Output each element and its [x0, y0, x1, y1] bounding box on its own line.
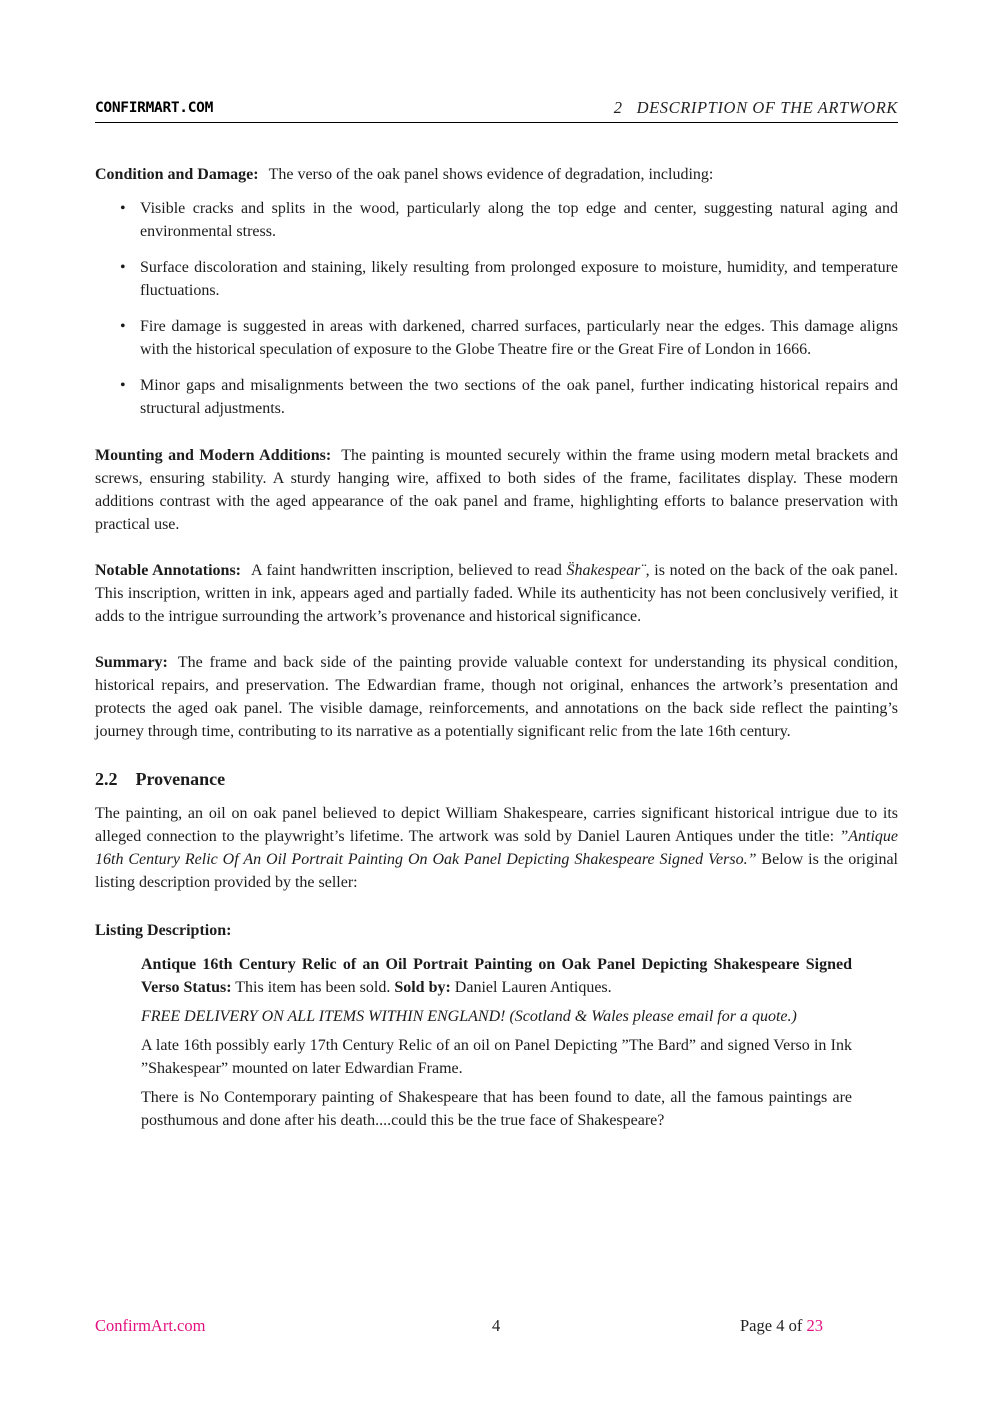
listing-title-quote: ”Antique 16th Century Relic Of An Oil Portrait Painting On Oak Panel Depicting Shakespeare Signed Verso.” — [95, 828, 898, 868]
section-title: DESCRIPTION OF THE ARTWORK — [636, 98, 898, 117]
condition-paragraph — [95, 163, 898, 186]
condition-intro: The verso of the oak panel shows evidence of degradation, including: — [268, 166, 714, 183]
footer-page-number: 4 — [492, 1316, 501, 1335]
mounting-text: The painting is mounted securely within the frame using modern metal brackets and screws, ensuring stability. A sturdy hanging wire, affixed to both sides of the frame, facilitates display. These modern additions contrast with the aged appearance of the oak panel and frame, highlighting efforts to balance preservation with practical use. — [95, 447, 899, 533]
condition-lead: Condition and Damage: — [95, 166, 259, 183]
brand-logo: CONFIRMART.COM — [95, 100, 214, 116]
running-title — [614, 98, 898, 118]
sold-by-label: Sold by: — [394, 979, 451, 996]
provenance-heading — [95, 767, 898, 791]
condition-list — [95, 197, 898, 420]
list-item: • Surface discoloration and staining, likely resulting from prolonged exposure to moisture, humidity, and temperature fluctuations. — [120, 259, 898, 299]
listing-status — [141, 953, 852, 999]
listing-title: Antique 16th Century Relic of an Oil Portrait Painting on Oak Panel Depicting Shakespeare Signed Verso Status: — [141, 956, 852, 996]
list-item: • Visible cracks and splits in the wood, particularly along the top edge and center, suggesting natural aging and environmental stress. — [120, 200, 898, 240]
listing-lead: Listing Description: — [95, 922, 232, 939]
list-item-text: Surface discoloration and staining, likely resulting from prolonged exposure to moisture, humidity, and temperature fluctuations. — [140, 259, 898, 299]
list-item: • Fire damage is suggested in areas with darkened, charred surfaces, particularly near the edges. This damage aligns with the historical speculation of exposure to the Globe Theatre fire or the Great Fire of London in 1666. — [120, 318, 898, 358]
mounting-paragraph — [95, 444, 898, 536]
provenance-text-cont: Below is the original listing description provided by the seller: — [95, 851, 898, 891]
inscription-text: S̈hakespear¨ — [566, 562, 646, 579]
document-body — [95, 163, 898, 1138]
listing-quote — [141, 953, 852, 1132]
list-item-text: Minor gaps and misalignments between the two sections of the oak panel, further indicating historical repairs and structural adjustments. — [140, 377, 898, 417]
total-pages-link[interactable]: 23 — [806, 1316, 823, 1335]
page-of-label: Page 4 of — [740, 1316, 807, 1335]
footer-page-of — [740, 1316, 823, 1336]
summary-lead: Summary: — [95, 654, 168, 671]
provenance-number: 2.2 — [95, 769, 118, 789]
provenance-title: Provenance — [135, 769, 226, 789]
annotations-lead: Notable Annotations: — [95, 562, 241, 579]
list-item: • Minor gaps and misalignments between the two sections of the oak panel, further indicating historical repairs and structural adjustments. — [120, 377, 898, 417]
footer-site-link[interactable]: ConfirmArt.com — [95, 1316, 206, 1335]
page-header — [95, 98, 898, 123]
summary-paragraph — [95, 651, 898, 743]
summary-text: The frame and back side of the painting provide valuable context for understanding its physical condition, historical repairs, and preservation. The Edwardian frame, though not original, enhances the artwork’s presentation and protects the aged oak panel. The visible damage, reinforcements, and annotations on the back side reflect the painting’s journey through time, contributing to its narrative as a potentially significant relic from the late 16th century. — [95, 654, 898, 740]
annotations-paragraph — [95, 559, 898, 628]
provenance-text: The painting, an oil on oak panel believed to depict William Shakespeare, carries significant historical intrigue due to its alleged connection to the playwright’s lifetime. The artwork was sold by Daniel Lauren Antiques under the title: — [95, 805, 898, 845]
sold-by-value: Daniel Lauren Antiques. — [450, 979, 612, 996]
listing-para-2: There is No Contemporary painting of Shakespeare that has been found to date, all the famous paintings are posthumous and done after his death....could this be the true face of Shakespeare? — [141, 1089, 852, 1129]
section-number: 2 — [613, 98, 623, 117]
delivery-note: FREE DELIVERY ON ALL ITEMS WITHIN ENGLAND! (Scotland & Wales please email for a quote.) — [141, 1008, 797, 1025]
list-item-text: Fire damage is suggested in areas with darkened, charred surfaces, particularly near the edges. This damage aligns with the historical speculation of exposure to the Globe Theatre fire or the Great Fire of London in 1666. — [140, 318, 898, 358]
annotations-text: A faint handwritten inscription, believed to read — [251, 562, 567, 579]
list-item-text: Visible cracks and splits in the wood, particularly along the top edge and center, suggesting natural aging and environmental stress. — [140, 200, 898, 240]
annotations-text-cont: , is noted on the back of the oak panel. This inscription, written in ink, appears aged and partially faded. While its authenticity has not been conclusively verified, it adds to the intrigue surrounding the artwork’s provenance and historical significance. — [95, 562, 899, 625]
listing-para-1: A late 16th possibly early 17th Century Relic of an oil on Panel Depicting ”The Bard” and signed Verso in Ink ”Shakespear” mounted on later Edwardian Frame. — [141, 1037, 852, 1077]
listing-heading — [95, 919, 898, 942]
listing-status-text: This item has been sold. — [231, 979, 395, 996]
mounting-lead: Mounting and Modern Additions: — [95, 447, 332, 464]
provenance-paragraph — [95, 802, 898, 894]
